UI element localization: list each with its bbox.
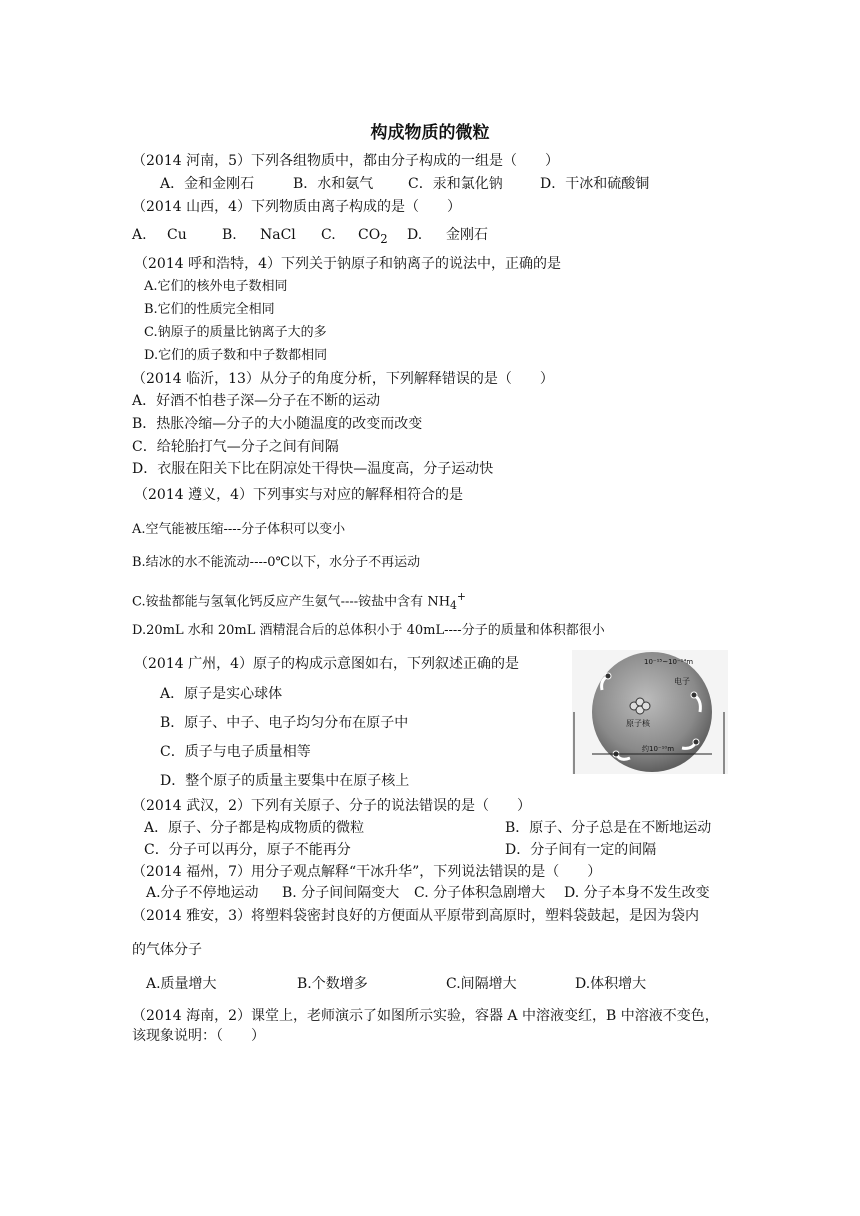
question-stem: （2014 雅安，3）将塑料袋密封良好的方便面从平原带到高原时，塑料袋鼓起，是因为袋内 (132, 908, 699, 924)
option-c: C．给轮胎打气—分子之间有间隔 (132, 439, 339, 455)
option-c-letter: C. (321, 227, 336, 243)
atom-size-label: 约10⁻¹⁰m (642, 745, 675, 753)
option-a-letter: A. (132, 227, 147, 243)
question-stem: （2014 呼和浩特，4）下列关于钠原子和钠离子的说法中，正确的是 (134, 256, 561, 272)
question-stem: （2014 临沂，13）从分子的角度分析，下列解释错误的是（ ） (132, 371, 554, 387)
option-c-text (358, 225, 388, 249)
option-b: B.个数增多 (297, 976, 368, 992)
option-b: B．水和氨气 (293, 176, 374, 192)
option-b: B.结冰的水不能流动----0℃以下，水分子不再运动 (132, 555, 421, 570)
option-a: A.它们的核外电子数相同 (144, 279, 288, 294)
question-stem-cont: 该现象说明：（ ） (132, 1028, 265, 1044)
atom-structure-figure (572, 650, 728, 774)
option-c: C．汞和氯化钠 (408, 176, 503, 192)
nucleus-size-label: 10⁻¹⁵~10⁻¹⁴m (644, 658, 694, 666)
option-a: A．金和金刚石 (160, 176, 255, 192)
option-d-text: 金刚石 (446, 227, 488, 243)
option-d: D.20mL 水和 20mL 酒精混合后的总体积小于 40mL----分子的质量和体积都很小 (132, 623, 605, 638)
option-d: D. 分子本身不发生改变 (564, 885, 710, 901)
formula-subscript: 4 (450, 598, 457, 612)
formula-subscript: 2 (380, 231, 388, 246)
question-stem-cont: 的气体分子 (132, 942, 202, 958)
question-stem: （2014 广州，4）原子的构成示意图如右，下列叙述正确的是 (134, 656, 519, 672)
option-a: A.空气能被压缩----分子体积可以变小 (132, 522, 346, 537)
option-b: B．热胀冷缩—分子的大小随温度的改变而改变 (132, 416, 423, 432)
option-c: C．分子可以再分，原子不能再分 (144, 842, 351, 858)
option-d: D.它们的质子数和中子数都相同 (144, 348, 328, 363)
option-a: A．原子、分子都是构成物质的微粒 (144, 820, 365, 836)
atom-diagram (572, 650, 728, 774)
option-b: B.它们的性质完全相同 (144, 302, 275, 317)
option-c (132, 587, 466, 616)
question-stem: （2014 遵义，4）下列事实与对应的解释相符合的是 (134, 487, 463, 503)
option-b: B. 分子间间隔变大 (282, 885, 400, 901)
option-c: C.钠原子的质量比钠离子大的多 (144, 325, 327, 340)
question-stem: （2014 海南，2）课堂上，老师演示了如图所示实验，容器 A 中溶液变红，B 中溶液不变色， (132, 1008, 719, 1024)
option-a: A．好酒不怕巷子深—分子在不断的运动 (132, 393, 381, 409)
electron-dot (693, 739, 699, 745)
option-d: D．干冰和硫酸铜 (540, 176, 650, 192)
option-b: B．原子、分子总是在不断地运动 (505, 820, 712, 836)
question-stem: （2014 河南，5）下列各组物质中，都由分子构成的一组是（ ） (132, 153, 559, 169)
option-c: C. 分子体积急剧增大 (414, 885, 546, 901)
option-a: A.质量增大 (146, 976, 217, 992)
option-a: A．原子是实心球体 (160, 686, 283, 702)
option-b-letter: B. (222, 227, 237, 243)
option-a: A.分子不停地运动 (146, 885, 259, 901)
electron-dot (605, 673, 611, 679)
formula-superscript: + (456, 590, 466, 603)
electron-dot (691, 692, 697, 698)
question-stem: （2014 山西，4）下列物质由离子构成的是（ ） (132, 199, 461, 215)
option-b-text: NaCl (260, 227, 296, 243)
question-stem: （2014 福州，7）用分子观点解释“干冰升华”，下列说法错误的是（ ） (132, 864, 602, 880)
option-d: D．分子间有一定的间隔 (505, 842, 657, 858)
option-d-letter: D. (407, 227, 423, 243)
option-d: D．整个原子的质量主要集中在原子核上 (160, 773, 410, 789)
option-a-text: Cu (167, 227, 187, 243)
option-c: C.间隔增大 (446, 976, 517, 992)
option-d: D．衣服在阳关下比在阴凉处干得快—温度高，分子运动快 (132, 461, 494, 477)
formula-co: CO (358, 227, 381, 243)
option-d: D.体积增大 (575, 976, 647, 992)
nucleus-label: 原子核 (626, 719, 650, 728)
option-c-text: C.铵盐都能与氢氧化钙反应产生氨气----铵盐中含有 NH (132, 594, 451, 610)
electron-label: 电子 (674, 677, 690, 686)
page-title: 构成物质的微粒 (370, 123, 490, 143)
option-c: C．质子与电子质量相等 (160, 744, 311, 760)
question-stem: （2014 武汉，2）下列有关原子、分子的说法错误的是（ ） (132, 798, 531, 814)
option-b: B．原子、中子、电子均匀分布在原子中 (160, 715, 409, 731)
